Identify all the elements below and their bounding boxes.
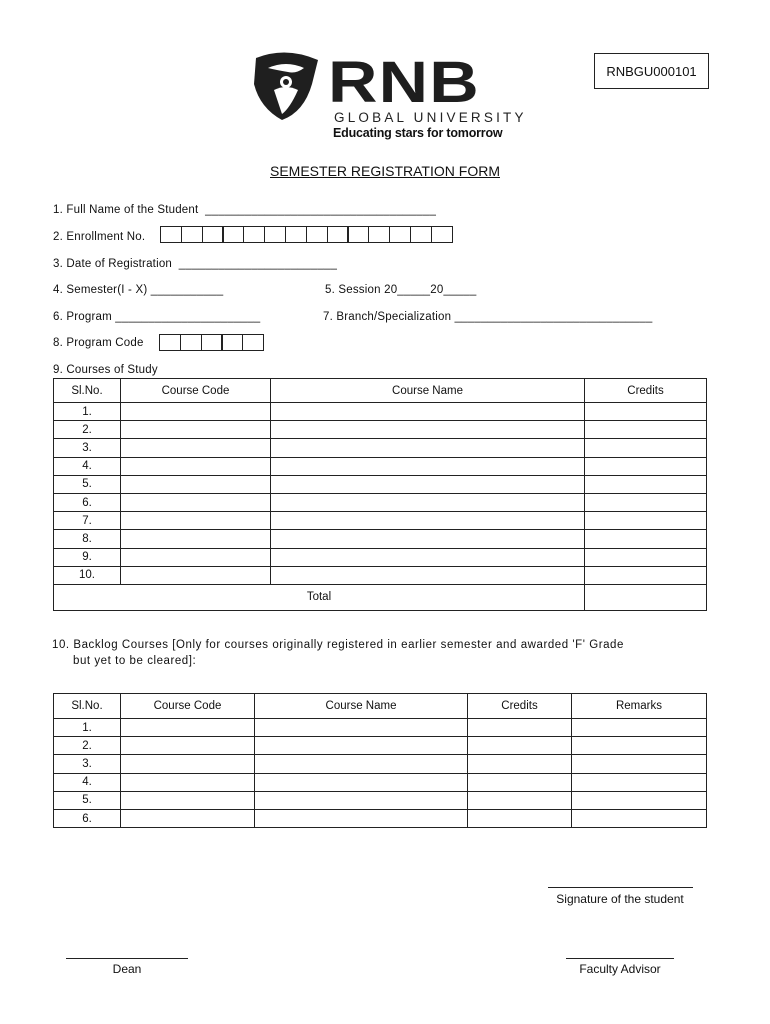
courses-table	[53, 378, 707, 611]
credits-cell[interactable]	[585, 493, 707, 511]
sl-no: 2.	[54, 421, 121, 439]
course-name-cell[interactable]	[255, 755, 468, 773]
student-signature-line[interactable]	[548, 887, 693, 888]
header-credits: Credits	[468, 694, 572, 719]
course-name-cell[interactable]	[271, 566, 585, 584]
semester-field[interactable]: 4. Semester(I - X) ___________	[53, 284, 224, 296]
table-row	[54, 737, 707, 755]
sl-no: 4.	[54, 457, 121, 475]
credits-cell[interactable]	[468, 719, 572, 737]
logo-wordmark: RNB	[328, 50, 480, 115]
course-code-cell[interactable]	[121, 755, 255, 773]
table-row	[54, 791, 707, 809]
course-name-cell[interactable]	[271, 421, 585, 439]
enrollment-box[interactable]	[327, 226, 349, 243]
course-code-cell[interactable]	[121, 791, 255, 809]
sl-no: 3.	[54, 755, 121, 773]
table-header-row	[54, 379, 707, 403]
sl-no: 7.	[54, 512, 121, 530]
sl-no: 3.	[54, 439, 121, 457]
program-code-box[interactable]	[221, 334, 243, 351]
sl-no: 6.	[54, 809, 121, 827]
enrollment-box[interactable]	[347, 226, 369, 243]
header-course-code: Course Code	[121, 694, 255, 719]
course-code-cell[interactable]	[121, 737, 255, 755]
branch-field[interactable]: 7. Branch/Specialization ______________________________	[323, 311, 653, 323]
full-name-field[interactable]: 1. Full Name of the Student ___________________________________	[53, 204, 437, 216]
sl-no: 9.	[54, 548, 121, 566]
session-field[interactable]: 5. Session 20_____20_____	[325, 284, 477, 296]
table-row	[54, 773, 707, 791]
header-course-code: Course Code	[121, 379, 271, 403]
course-name-cell[interactable]	[255, 737, 468, 755]
sl-no: 2.	[54, 737, 121, 755]
logo-tagline: Educating stars for tomorrow	[333, 126, 503, 140]
course-code-cell[interactable]	[121, 512, 271, 530]
remarks-cell[interactable]	[572, 719, 707, 737]
course-code-cell[interactable]	[121, 566, 271, 584]
sl-no: 5.	[54, 791, 121, 809]
logo-subtitle: GLOBAL UNIVERSITY	[334, 110, 527, 125]
credits-cell[interactable]	[585, 421, 707, 439]
remarks-cell[interactable]	[572, 809, 707, 827]
table-row	[54, 809, 707, 827]
table-header-row	[54, 694, 707, 719]
advisor-signature-line[interactable]	[566, 958, 674, 959]
table-row	[54, 512, 707, 530]
program-code-box[interactable]	[242, 334, 264, 351]
program-code-box[interactable]	[159, 334, 181, 351]
course-name-cell[interactable]	[271, 548, 585, 566]
table-row	[54, 457, 707, 475]
backlog-table	[53, 693, 707, 828]
table-row	[54, 493, 707, 511]
backlog-heading: 10. Backlog Courses [Only for courses originally registered in earlier semester and awarded 'F' Grade	[52, 639, 624, 651]
program-field[interactable]: 6. Program ______________________	[53, 311, 261, 323]
table-row	[54, 530, 707, 548]
program-code-box[interactable]	[180, 334, 202, 351]
table-row	[54, 566, 707, 584]
course-code-cell[interactable]	[121, 548, 271, 566]
total-label: Total	[54, 584, 585, 610]
enrollment-box[interactable]	[160, 226, 182, 243]
dean-signature-label: Dean	[112, 962, 142, 976]
course-code-cell[interactable]	[121, 475, 271, 493]
credits-cell[interactable]	[468, 773, 572, 791]
sl-no: 10.	[54, 566, 121, 584]
credits-cell[interactable]	[585, 548, 707, 566]
program-code-box[interactable]	[201, 334, 223, 351]
course-name-cell[interactable]	[271, 493, 585, 511]
credits-cell[interactable]	[468, 755, 572, 773]
credits-cell[interactable]	[585, 475, 707, 493]
course-code-cell[interactable]	[121, 457, 271, 475]
course-code-cell[interactable]	[121, 403, 271, 421]
total-credits-cell[interactable]	[585, 584, 707, 610]
enrollment-box[interactable]	[202, 226, 224, 243]
dean-signature-line[interactable]	[66, 958, 188, 959]
enrollment-label: 2. Enrollment No.	[53, 231, 146, 243]
student-signature-label: Signature of the student	[556, 892, 684, 906]
table-row	[54, 439, 707, 457]
enrollment-box[interactable]	[389, 226, 411, 243]
course-code-cell[interactable]	[121, 493, 271, 511]
course-code-cell[interactable]	[121, 530, 271, 548]
table-row	[54, 421, 707, 439]
sl-no: 1.	[54, 403, 121, 421]
table-row	[54, 755, 707, 773]
form-title-row	[0, 163, 770, 179]
header-sl-no: Sl.No.	[54, 694, 121, 719]
remarks-cell[interactable]	[572, 737, 707, 755]
course-name-cell[interactable]	[255, 773, 468, 791]
date-of-registration-field[interactable]: 3. Date of Registration ________________________	[53, 258, 338, 270]
program-code-boxes[interactable]	[159, 334, 263, 351]
course-code-cell[interactable]	[121, 421, 271, 439]
sl-no: 5.	[54, 475, 121, 493]
credits-cell[interactable]	[585, 403, 707, 421]
enrollment-box[interactable]	[264, 226, 286, 243]
credits-cell[interactable]	[468, 809, 572, 827]
table-row	[54, 719, 707, 737]
enrollment-box[interactable]	[222, 226, 244, 243]
course-name-cell[interactable]	[271, 530, 585, 548]
header-course-name: Course Name	[255, 694, 468, 719]
sl-no: 6.	[54, 493, 121, 511]
credits-cell[interactable]	[585, 512, 707, 530]
table-row	[54, 403, 707, 421]
enrollment-box[interactable]	[368, 226, 390, 243]
enrollment-boxes[interactable]	[160, 226, 451, 243]
table-row	[54, 475, 707, 493]
credits-cell[interactable]	[468, 737, 572, 755]
credits-cell[interactable]	[468, 791, 572, 809]
remarks-cell[interactable]	[572, 773, 707, 791]
credits-cell[interactable]	[585, 439, 707, 457]
credits-cell[interactable]	[585, 566, 707, 584]
courses-heading: 9. Courses of Study	[53, 364, 158, 376]
total-row	[54, 584, 707, 610]
course-name-cell[interactable]	[271, 439, 585, 457]
university-logo-emblem	[246, 50, 326, 122]
course-name-cell[interactable]	[271, 475, 585, 493]
course-code-cell[interactable]	[121, 809, 255, 827]
remarks-cell[interactable]	[572, 755, 707, 773]
backlog-heading-continued: but yet to be cleared]:	[73, 655, 197, 667]
enrollment-box[interactable]	[431, 226, 453, 243]
credits-cell[interactable]	[585, 457, 707, 475]
remarks-cell[interactable]	[572, 791, 707, 809]
enrollment-box[interactable]	[285, 226, 307, 243]
advisor-signature-label: Faculty Advisor	[579, 962, 661, 976]
sl-no: 1.	[54, 719, 121, 737]
header-remarks: Remarks	[572, 694, 707, 719]
enrollment-box[interactable]	[410, 226, 432, 243]
header-sl-no: Sl.No.	[54, 379, 121, 403]
document-id: RNBGU000101	[594, 53, 709, 89]
program-code-label: 8. Program Code	[53, 337, 144, 349]
sl-no: 4.	[54, 773, 121, 791]
enrollment-box[interactable]	[306, 226, 328, 243]
course-code-cell[interactable]	[121, 773, 255, 791]
course-name-cell[interactable]	[271, 403, 585, 421]
course-name-cell[interactable]	[255, 809, 468, 827]
enrollment-box[interactable]	[243, 226, 265, 243]
header-course-name: Course Name	[271, 379, 585, 403]
course-code-cell[interactable]	[121, 439, 271, 457]
sl-no: 8.	[54, 530, 121, 548]
enrollment-box[interactable]	[181, 226, 203, 243]
course-code-cell[interactable]	[121, 719, 255, 737]
credits-cell[interactable]	[585, 530, 707, 548]
course-name-cell[interactable]	[255, 719, 468, 737]
form-title: SEMESTER REGISTRATION FORM	[270, 163, 500, 179]
header-credits: Credits	[585, 379, 707, 403]
course-name-cell[interactable]	[271, 457, 585, 475]
course-name-cell[interactable]	[271, 512, 585, 530]
course-name-cell[interactable]	[255, 791, 468, 809]
table-row	[54, 548, 707, 566]
